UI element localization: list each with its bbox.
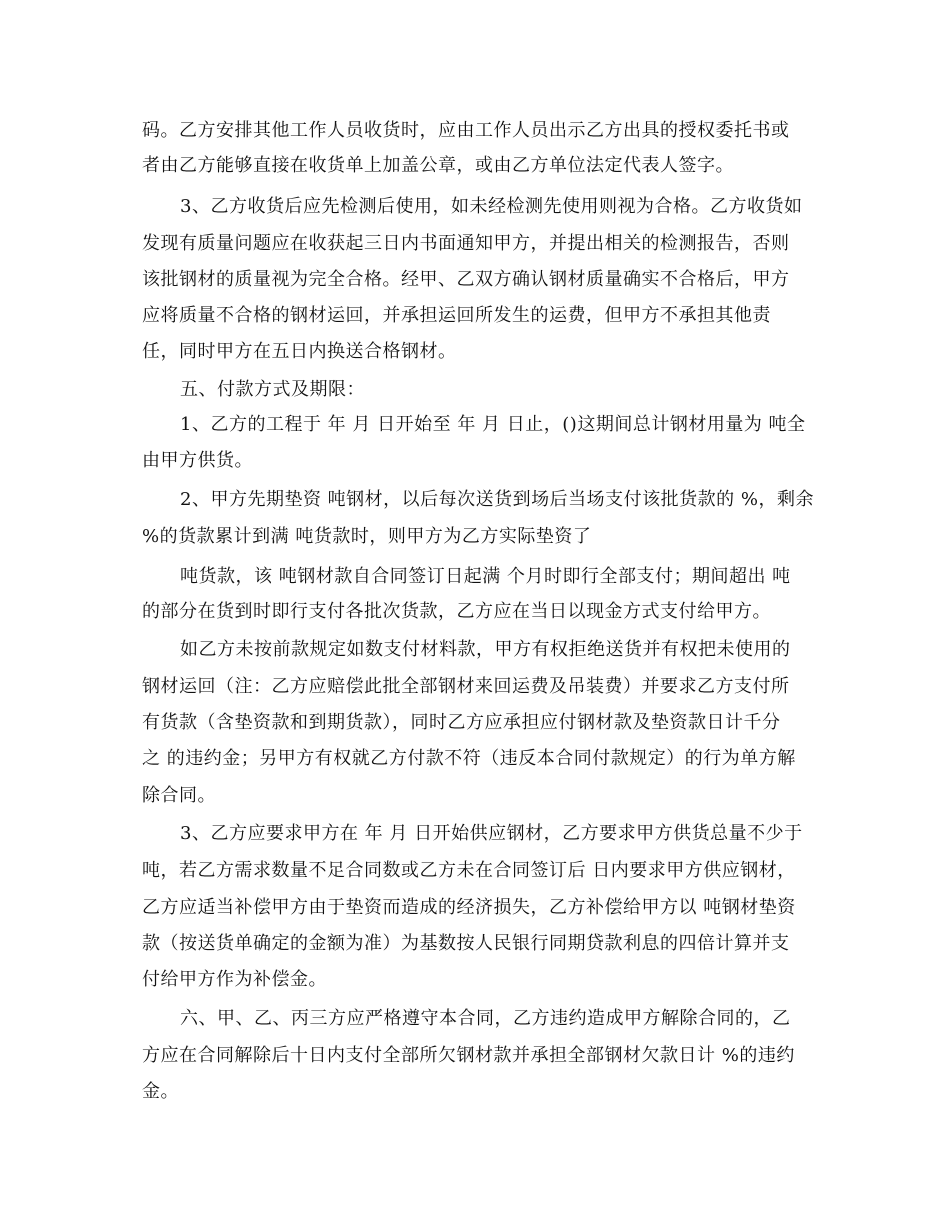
section-heading-payment: 五、付款方式及期限： [180, 379, 365, 400]
text-line-14: 的部分在货到时即行支付各批次货款，乙方应在当日以现金方式支付给甲方。 [142, 601, 771, 622]
text-line-13: 吨货款，该 吨钢材款自合同签订日起满 个月时即行全部支付；期间超出 吨 [180, 566, 791, 587]
text-line-10: 由甲方供货。 [142, 450, 253, 471]
text-line-24: 付给甲方作为补偿金。 [142, 969, 327, 990]
text-line-22: 乙方应适当补偿甲方由于垫资而造成的经济损失，乙方补偿给甲方以 吨钢材垫资 [142, 897, 796, 918]
text-line-4: 发现有质量问题应在收获起三日内书面通知甲方，并提出相关的检测报告，否则 [142, 233, 790, 254]
text-line-27: 金。 [142, 1081, 179, 1102]
text-line-16: 钢材运回（注：乙方应赔偿此批全部钢材来回运费及吊装费）并要求乙方支付所 [142, 676, 790, 697]
text-line-1: 码。乙方安排其他工作人员收货时，应由工作人员出示乙方出具的授权委托书或 [142, 120, 790, 141]
text-line-11: 2、甲方先期垫资 吨钢材，以后每次送货到场后当场支付该批货款的 %，剩余 [180, 489, 814, 510]
text-line-2: 者由乙方能够直接在收货单上加盖公章，或由乙方单位法定代表人签字。 [142, 155, 734, 176]
text-line-19: 除合同。 [142, 785, 216, 806]
text-line-5: 该批钢材的质量视为完全合格。经甲、乙双方确认钢材质量确实不合格后，甲方 [142, 269, 790, 290]
text-line-7: 任，同时甲方在五日内换送合格钢材。 [142, 341, 457, 362]
text-line-21: 吨，若乙方需求数量不足合同数或乙方未在合同签订后 日内要求甲方供应钢材， [142, 860, 796, 881]
text-line-9: 1、乙方的工程于 年 月 日开始至 年 月 日止，()这期间总计钢材用量为 吨全 [180, 414, 806, 435]
text-line-15: 如乙方未按前款规定如数支付材料款，甲方有权拒绝送货并有权把未使用的 [180, 639, 791, 660]
text-line-17: 有货款（含垫资款和到期货款），同时乙方应承担应付钢材款及垫资款日计千分 [142, 712, 781, 733]
text-line-26: 方应在合同解除后十日内支付全部所欠钢材款并承担全部钢材欠款日计 %的违约 [142, 1045, 795, 1066]
text-line-12: %的货款累计到满 吨货款时，则甲方为乙方实际垫资了 [142, 526, 592, 547]
text-line-20: 3、乙方应要求甲方在 年 月 日开始供应钢材，乙方要求甲方供货总量不少于 [180, 823, 803, 844]
text-line-23: 款（按送货单确定的金额为准）为基数按人民银行同期贷款利息的四倍计算并支 [142, 933, 790, 954]
text-line-25: 六、甲、乙、丙三方应严格遵守本合同，乙方违约造成甲方解除合同的，乙 [180, 1008, 791, 1029]
text-line-3: 3、乙方收货后应先检测后使用，如未经检测先使用则视为合格。乙方收货如 [180, 196, 803, 217]
text-line-6: 应将质量不合格的钢材运回，并承担运回所发生的运费，但甲方不承担其他责 [142, 305, 771, 326]
text-line-18: 之 的违约金；另甲方有权就乙方付款不符（违反本合同付款规定）的行为单方解 [142, 748, 796, 769]
